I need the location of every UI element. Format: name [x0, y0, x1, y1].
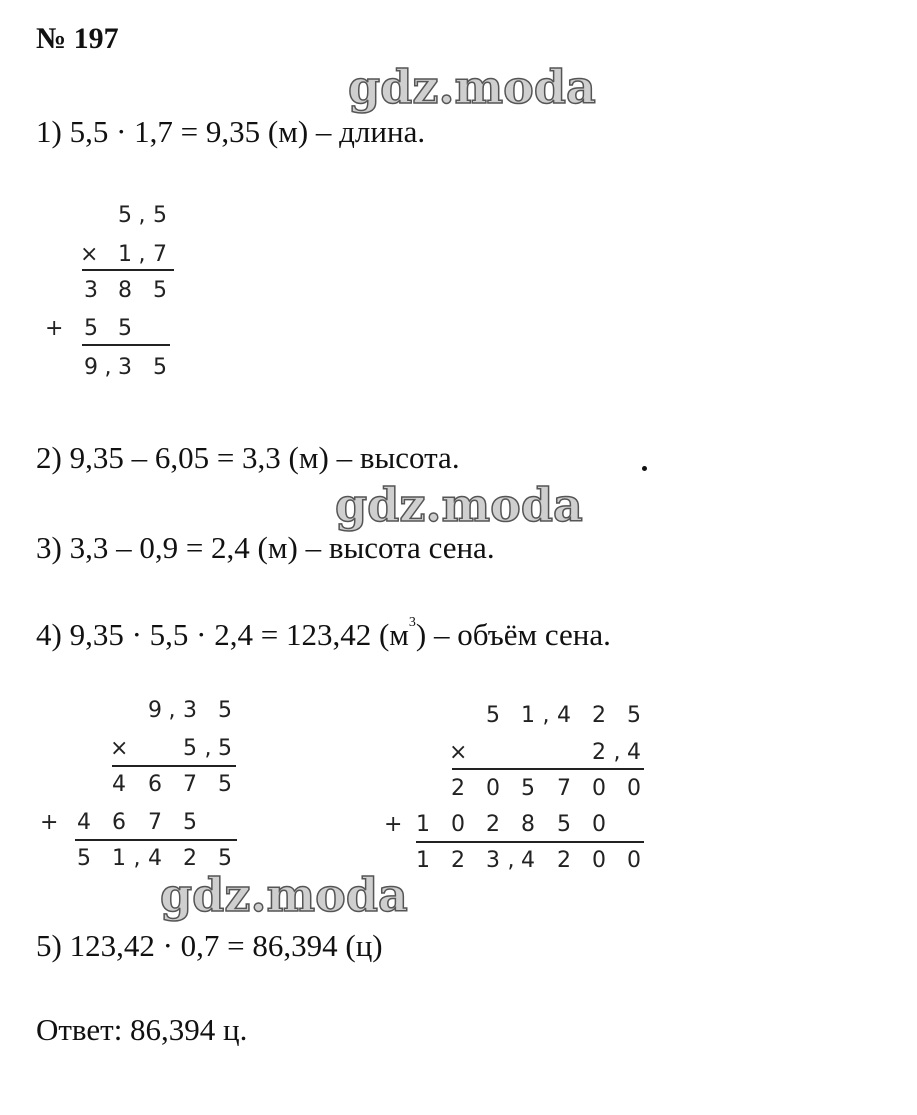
divider-line [82, 269, 174, 271]
digit: 5 [153, 278, 167, 303]
digit: 0 [592, 776, 606, 801]
digit: , [138, 242, 146, 267]
digit: , [168, 698, 176, 723]
digit: 5 [627, 703, 641, 728]
digit: 5 [557, 812, 571, 837]
digit: 3 [486, 848, 500, 873]
digit: 5 [118, 203, 132, 228]
digit: 5 [218, 772, 232, 797]
digit: 8 [521, 812, 535, 837]
digit: 4 [521, 848, 535, 873]
digit: 5 [118, 316, 132, 341]
step-4-main: 4) 9,35 · 5,5 · 2,4 = 123,42 (м [36, 617, 409, 652]
digit: 5 [84, 316, 98, 341]
plus-sign: + [45, 316, 64, 341]
digit: 5 [486, 703, 500, 728]
digit: , [613, 740, 621, 765]
digit: 1 [521, 703, 535, 728]
cubic-exponent: 3 [408, 615, 416, 630]
digit: 6 [112, 810, 126, 835]
digit: 4 [77, 810, 91, 835]
divider-line [112, 765, 236, 767]
digit: 2 [592, 740, 606, 765]
plus-sign: + [40, 810, 59, 835]
digit: 1 [118, 242, 132, 267]
multiply-sign: × [449, 740, 468, 765]
digit: 2 [557, 848, 571, 873]
plus-sign: + [384, 812, 403, 837]
step-4 [36, 617, 611, 653]
digit: 0 [486, 776, 500, 801]
step-3: 3) 3,3 – 0,9 = 2,4 (м) – высота сена. [36, 530, 495, 565]
digit: 7 [153, 242, 167, 267]
digit: 2 [451, 776, 465, 801]
step-1: 1) 5,5 · 1,7 = 9,35 (м) – длина. [36, 114, 426, 149]
step-5: 5) 123,42 · 0,7 = 86,394 (ц) [36, 928, 383, 963]
digit: , [133, 846, 141, 871]
digit: 0 [627, 776, 641, 801]
digit: 5 [218, 736, 232, 761]
digit: , [542, 703, 550, 728]
digit: 5 [218, 846, 232, 871]
digit: 3 [84, 278, 98, 303]
digit: 4 [148, 846, 162, 871]
divider-line [75, 839, 237, 841]
problem-number: № 197 [36, 22, 119, 55]
digit: 5 [153, 355, 167, 380]
digit: 3 [118, 355, 132, 380]
digit: 4 [112, 772, 126, 797]
stray-dot [642, 466, 647, 471]
digit: 0 [627, 848, 641, 873]
divider-line [416, 841, 644, 843]
digit: 2 [486, 812, 500, 837]
digit: 3 [183, 698, 197, 723]
digit: 5 [218, 698, 232, 723]
digit: , [104, 355, 112, 380]
digit: 5 [183, 736, 197, 761]
digit: 5 [77, 846, 91, 871]
divider-line [82, 344, 170, 346]
digit: 1 [416, 812, 430, 837]
digit: 7 [148, 810, 162, 835]
digit: 2 [451, 848, 465, 873]
digit: 4 [557, 703, 571, 728]
digit: 9 [148, 698, 162, 723]
digit: 5 [521, 776, 535, 801]
multiply-sign: × [110, 736, 129, 761]
digit: 0 [592, 848, 606, 873]
digit: 5 [183, 810, 197, 835]
digit: 7 [183, 772, 197, 797]
digit: 0 [592, 812, 606, 837]
digit: 2 [183, 846, 197, 871]
step-4-tail: ) – объём сена. [415, 617, 611, 652]
digit: 7 [557, 776, 571, 801]
digit: 6 [148, 772, 162, 797]
digit: , [507, 848, 515, 873]
digit: 8 [118, 278, 132, 303]
multiply-sign: × [80, 242, 99, 267]
digit: 5 [153, 203, 167, 228]
digit: 1 [416, 848, 430, 873]
answer: Ответ: 86,394 ц. [36, 1012, 248, 1047]
watermark: gdz.moda [160, 868, 408, 922]
digit: 0 [451, 812, 465, 837]
watermark: gdz.moda [335, 478, 583, 532]
digit: , [138, 203, 146, 228]
digit: 4 [627, 740, 641, 765]
digit: , [204, 736, 212, 761]
digit: 9 [84, 355, 98, 380]
digit: 1 [112, 846, 126, 871]
watermark: gdz.moda [348, 60, 596, 114]
digit: 2 [592, 703, 606, 728]
divider-line [452, 768, 644, 770]
step-2: 2) 9,35 – 6,05 = 3,3 (м) – высота. [36, 440, 460, 475]
